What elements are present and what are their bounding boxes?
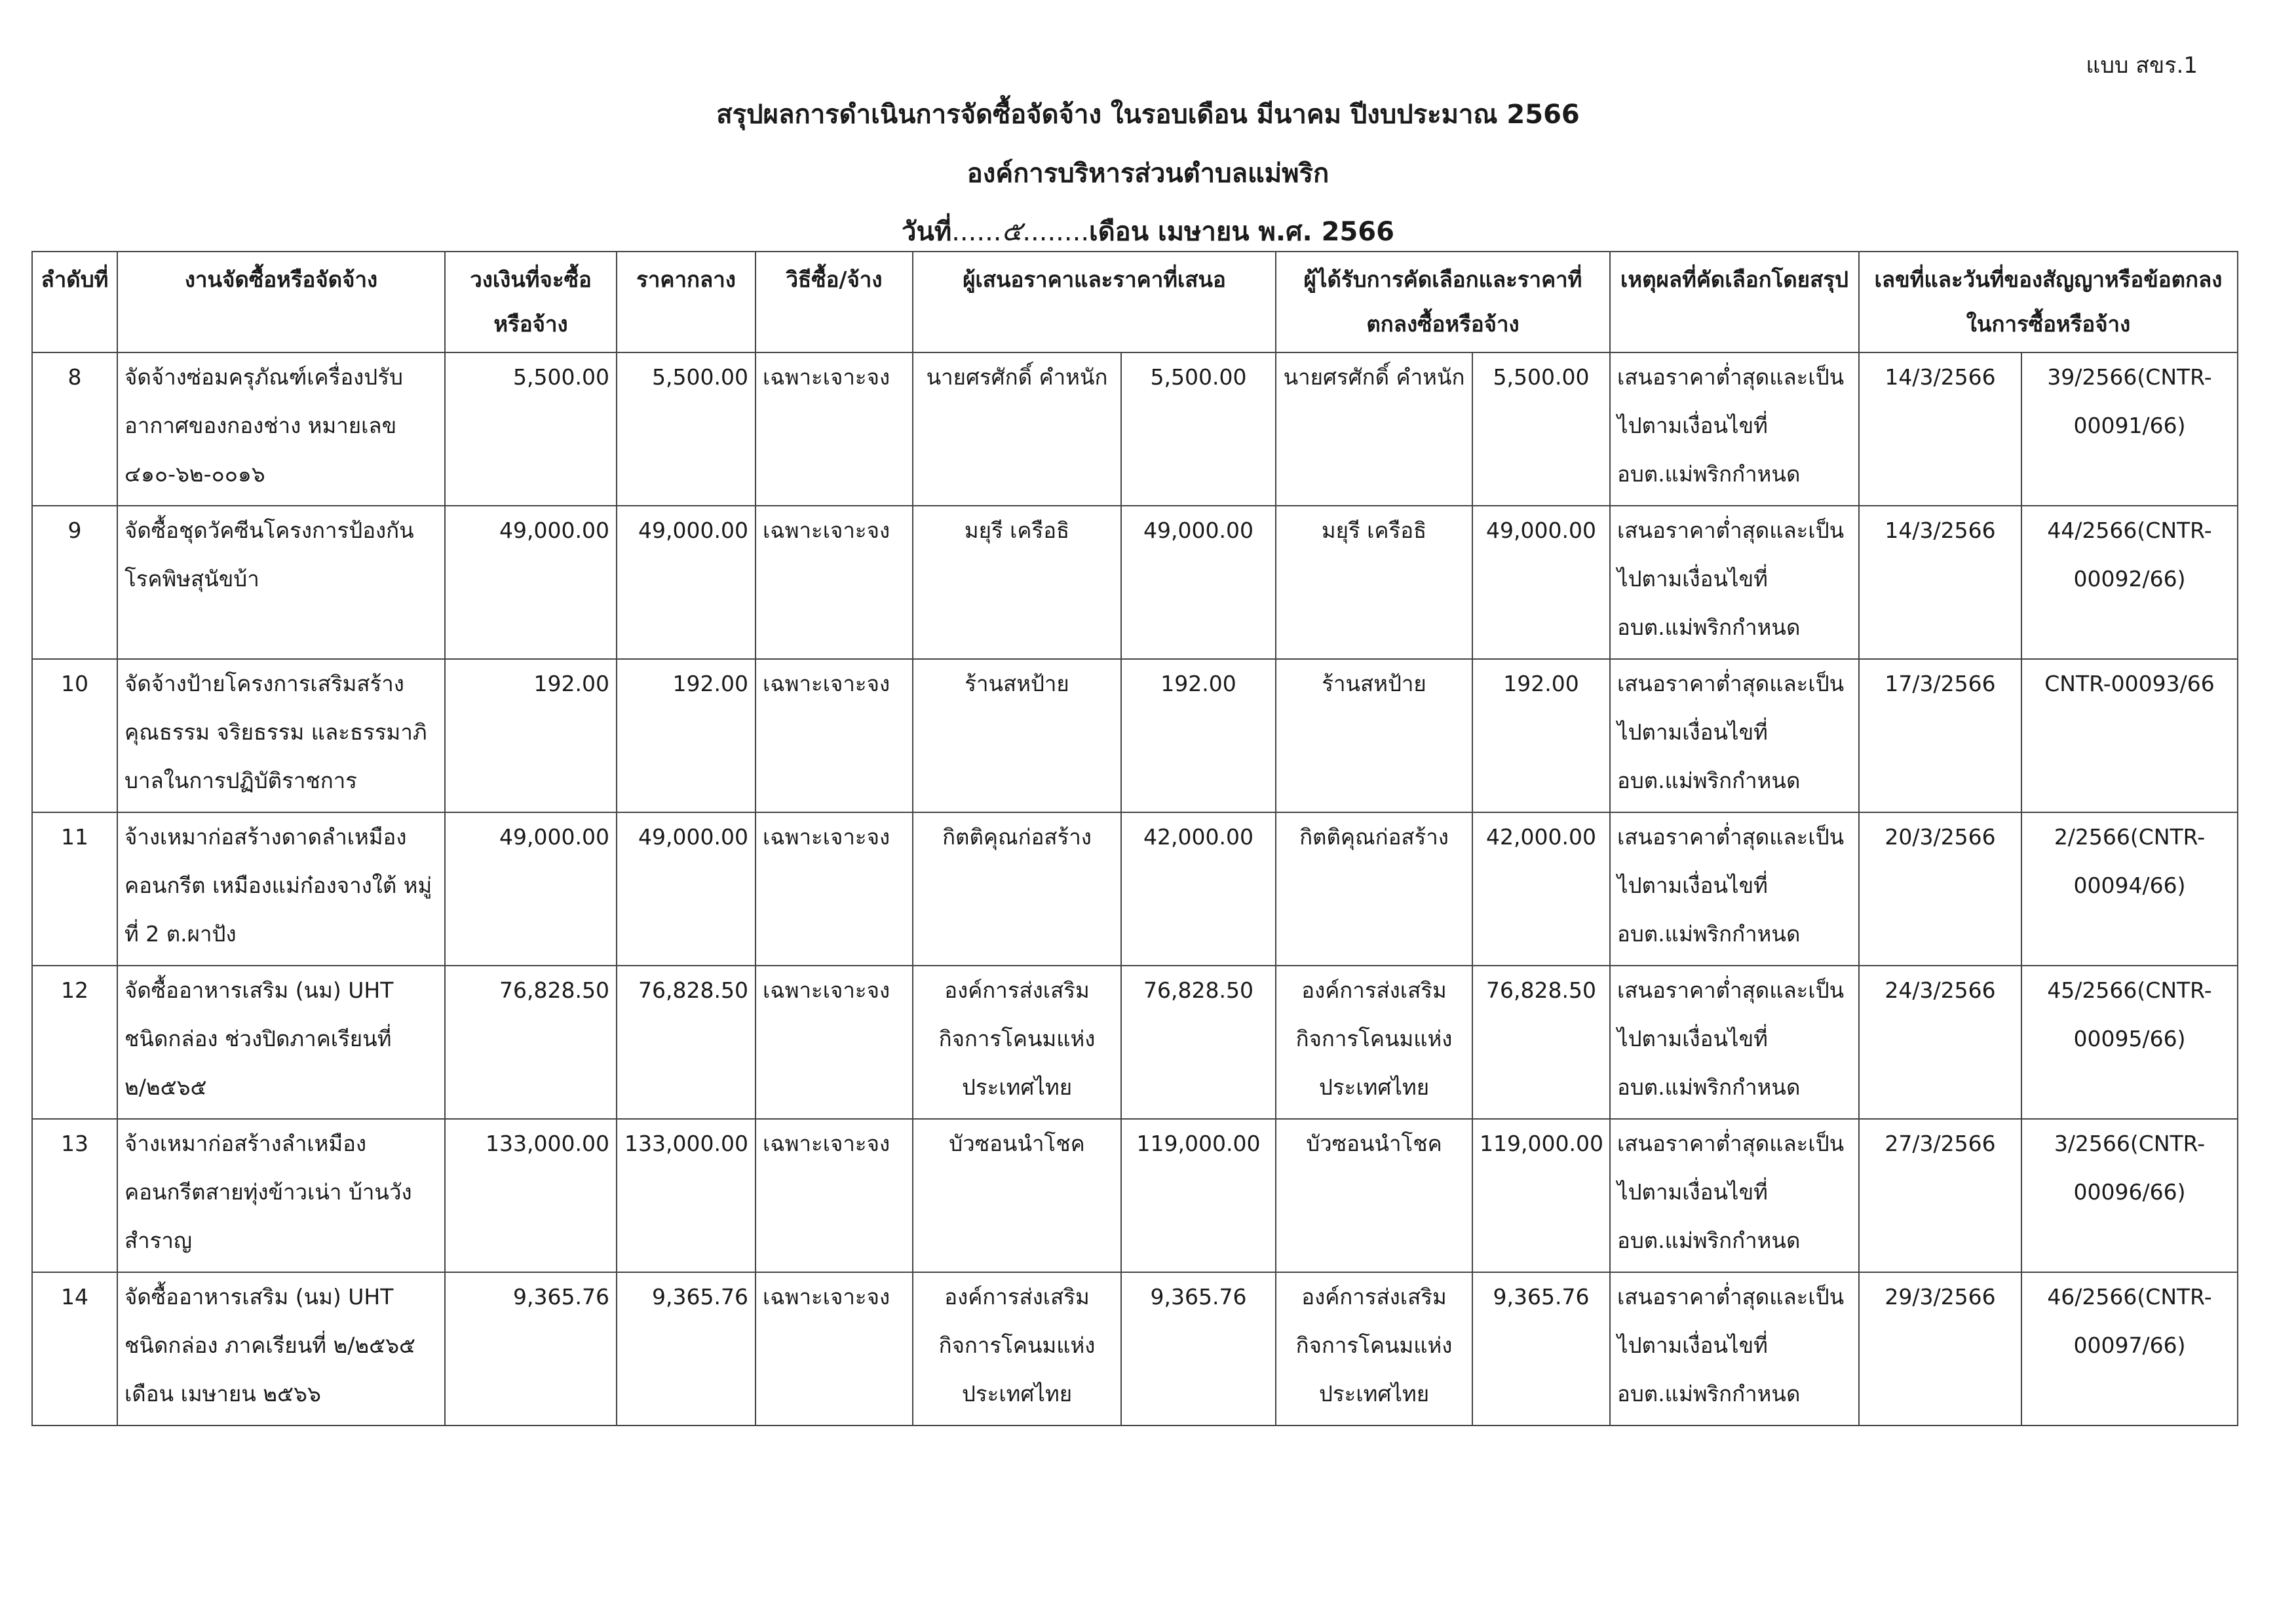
report-date [0, 210, 2296, 253]
header-budget: วงเงินที่จะซื้อหรือจ้าง [445, 252, 617, 352]
budget-amount: 49,000.00 [445, 506, 617, 659]
bid-price: 9,365.76 [1121, 1272, 1276, 1426]
row-number: 11 [32, 812, 117, 966]
table-row [32, 1119, 2238, 1272]
contract-date: 14/3/2566 [1859, 352, 2021, 506]
median-price: 49,000.00 [617, 506, 756, 659]
median-price: 76,828.50 [617, 966, 756, 1119]
form-code: แบบ สขร.1 [2086, 52, 2198, 79]
procurement-method: เฉพาะเจาะจง [756, 1272, 913, 1426]
bid-price: 76,828.50 [1121, 966, 1276, 1119]
row-number: 12 [32, 966, 117, 1119]
budget-amount: 5,500.00 [445, 352, 617, 506]
header-winner: ผู้ได้รับการคัดเลือกและราคาที่ตกลงซื้อหรือจ้าง [1276, 252, 1610, 352]
selection-reason: เสนอราคาต่ำสุดและเป็นไปตามเงื่อนไขที่ อบต.แม่พริกกำหนด [1610, 1119, 1859, 1272]
contract-number: 2/2566(CNTR-00094/66) [2021, 812, 2238, 966]
report-title: สรุปผลการดำเนินการจัดซื้อจัดจ้าง ในรอบเดือน มีนาคม ปีงบประมาณ 2566 [716, 100, 1580, 130]
selection-reason: เสนอราคาต่ำสุดและเป็นไปตามเงื่อนไขที่ อบต.แม่พริกกำหนด [1610, 352, 1859, 506]
budget-amount: 9,365.76 [445, 1272, 617, 1426]
winning-price: 5,500.00 [1472, 352, 1610, 506]
bidder-name: องค์การส่งเสริมกิจการโคนมแห่งประเทศไทย [913, 966, 1121, 1119]
table-row [32, 812, 2238, 966]
selection-reason: เสนอราคาต่ำสุดและเป็นไปตามเงื่อนไขที่ อบต.แม่พริกกำหนด [1610, 506, 1859, 659]
bid-price: 192.00 [1121, 659, 1276, 812]
row-number: 9 [32, 506, 117, 659]
row-number: 13 [32, 1119, 117, 1272]
row-number: 8 [32, 352, 117, 506]
winning-price: 192.00 [1472, 659, 1610, 812]
item-description: จัดซื้ออาหารเสริม (นม) UHT ชนิดกล่อง ช่วงปิดภาคเรียนที่ ๒/๒๕๖๕ [117, 966, 445, 1119]
organization-name: องค์การบริหารส่วนตำบลแม่พริก [966, 159, 1330, 189]
contract-number: CNTR-00093/66 [2021, 659, 2238, 812]
bid-price: 5,500.00 [1121, 352, 1276, 506]
table-row [32, 966, 2238, 1119]
winner-name: มยุรี เครือธิ [1276, 506, 1472, 659]
bidder-name: นายศรศักดิ์ คำหนัก [913, 352, 1121, 506]
contract-date: 29/3/2566 [1859, 1272, 2021, 1426]
table-row [32, 352, 2238, 506]
median-price: 192.00 [617, 659, 756, 812]
winner-name: กิตติคุณก่อสร้าง [1276, 812, 1472, 966]
item-description: จ้างเหมาก่อสร้างดาดลำเหมืองคอนกรีต เหมืองแม่ก๋องจางใต้ หมู่ที่ 2 ต.ผาปัง [117, 812, 445, 966]
bidder-name: มยุรี เครือธิ [913, 506, 1121, 659]
budget-amount: 76,828.50 [445, 966, 617, 1119]
winning-price: 76,828.50 [1472, 966, 1610, 1119]
winner-name: องค์การส่งเสริมกิจการโคนมแห่งประเทศไทย [1276, 1272, 1472, 1426]
bidder-name: ร้านสหป้าย [913, 659, 1121, 812]
winner-name: นายศรศักดิ์ คำหนัก [1276, 352, 1472, 506]
procurement-table [31, 251, 2238, 1426]
item-description: จัดซื้ออาหารเสริม (นม) UHT ชนิดกล่อง ภาคเรียนที่ ๒/๒๕๖๕ เดือน เมษายน ๒๕๖๖ [117, 1272, 445, 1426]
selection-reason: เสนอราคาต่ำสุดและเป็นไปตามเงื่อนไขที่ อบต.แม่พริกกำหนด [1610, 966, 1859, 1119]
procurement-method: เฉพาะเจาะจง [756, 352, 913, 506]
selection-reason: เสนอราคาต่ำสุดและเป็นไปตามเงื่อนไขที่ อบต.แม่พริกกำหนด [1610, 659, 1859, 812]
item-description: จัดจ้างป้ายโครงการเสริมสร้างคุณธรรม จริยธรรม และธรรมาภิบาลในการปฏิบัติราชการ [117, 659, 445, 812]
table-row [32, 659, 2238, 812]
contract-number: 45/2566(CNTR-00095/66) [2021, 966, 2238, 1119]
winning-price: 49,000.00 [1472, 506, 1610, 659]
procurement-method: เฉพาะเจาะจง [756, 966, 913, 1119]
header-contract: เลขที่และวันที่ของสัญญาหรือข้อตกลงในการซื้อหรือจ้าง [1859, 252, 2238, 352]
contract-date: 14/3/2566 [1859, 506, 2021, 659]
contract-number: 46/2566(CNTR-00097/66) [2021, 1272, 2238, 1426]
procurement-method: เฉพาะเจาะจง [756, 506, 913, 659]
contract-date: 20/3/2566 [1859, 812, 2021, 966]
winner-name: ร้านสหป้าย [1276, 659, 1472, 812]
procurement-method: เฉพาะเจาะจง [756, 812, 913, 966]
date-prefix: วันที่ [902, 217, 952, 247]
date-dots-left: ...... [951, 217, 1002, 247]
table-row [32, 1272, 2238, 1426]
contract-number: 39/2566(CNTR-00091/66) [2021, 352, 2238, 506]
winning-price: 42,000.00 [1472, 812, 1610, 966]
header-bidders: ผู้เสนอราคาและราคาที่เสนอ [913, 252, 1276, 352]
date-dots-right: ........ [1022, 217, 1090, 247]
median-price: 9,365.76 [617, 1272, 756, 1426]
contract-date: 27/3/2566 [1859, 1119, 2021, 1272]
procurement-method: เฉพาะเจาะจง [756, 659, 913, 812]
winning-price: 119,000.00 [1472, 1119, 1610, 1272]
item-description: จัดจ้างซ่อมครุภัณฑ์เครื่องปรับอากาศของกองช่าง หมายเลข ๔๑๐-๖๒-๐๐๑๖ [117, 352, 445, 506]
winning-price: 9,365.76 [1472, 1272, 1610, 1426]
budget-amount: 133,000.00 [445, 1119, 617, 1272]
contract-date: 17/3/2566 [1859, 659, 2021, 812]
bidder-name: บัวซอนนำโชค [913, 1119, 1121, 1272]
header-reason: เหตุผลที่คัดเลือกโดยสรุป [1610, 252, 1859, 352]
date-suffix: เดือน เมษายน พ.ศ. 2566 [1089, 217, 1394, 247]
bid-price: 49,000.00 [1121, 506, 1276, 659]
budget-amount: 49,000.00 [445, 812, 617, 966]
median-price: 133,000.00 [617, 1119, 756, 1272]
header-item: งานจัดซื้อหรือจัดจ้าง [117, 252, 445, 352]
header-method: วิธีซื้อ/จ้าง [756, 252, 913, 352]
date-day-handwritten: ๕ [1001, 215, 1023, 247]
selection-reason: เสนอราคาต่ำสุดและเป็นไปตามเงื่อนไขที่ อบต.แม่พริกกำหนด [1610, 1272, 1859, 1426]
selection-reason: เสนอราคาต่ำสุดและเป็นไปตามเงื่อนไขที่ อบต.แม่พริกกำหนด [1610, 812, 1859, 966]
winner-name: องค์การส่งเสริมกิจการโคนมแห่งประเทศไทย [1276, 966, 1472, 1119]
header-median-price: ราคากลาง [617, 252, 756, 352]
bidder-name: องค์การส่งเสริมกิจการโคนมแห่งประเทศไทย [913, 1272, 1121, 1426]
contract-number: 3/2566(CNTR-00096/66) [2021, 1119, 2238, 1272]
header-no: ลำดับที่ [32, 252, 117, 352]
bidder-name: กิตติคุณก่อสร้าง [913, 812, 1121, 966]
winner-name: บัวซอนนำโชค [1276, 1119, 1472, 1272]
table-row [32, 506, 2238, 659]
procurement-method: เฉพาะเจาะจง [756, 1119, 913, 1272]
row-number: 14 [32, 1272, 117, 1426]
item-description: จัดซื้อชุดวัคซีนโครงการป้องกันโรคพิษสุนัขบ้า [117, 506, 445, 659]
contract-number: 44/2566(CNTR-00092/66) [2021, 506, 2238, 659]
item-description: จ้างเหมาก่อสร้างลำเหมืองคอนกรีตสายทุ่งข้าวเน่า บ้านวังสำราญ [117, 1119, 445, 1272]
bid-price: 42,000.00 [1121, 812, 1276, 966]
budget-amount: 192.00 [445, 659, 617, 812]
median-price: 49,000.00 [617, 812, 756, 966]
median-price: 5,500.00 [617, 352, 756, 506]
contract-date: 24/3/2566 [1859, 966, 2021, 1119]
table-header-row [32, 252, 2238, 352]
row-number: 10 [32, 659, 117, 812]
bid-price: 119,000.00 [1121, 1119, 1276, 1272]
